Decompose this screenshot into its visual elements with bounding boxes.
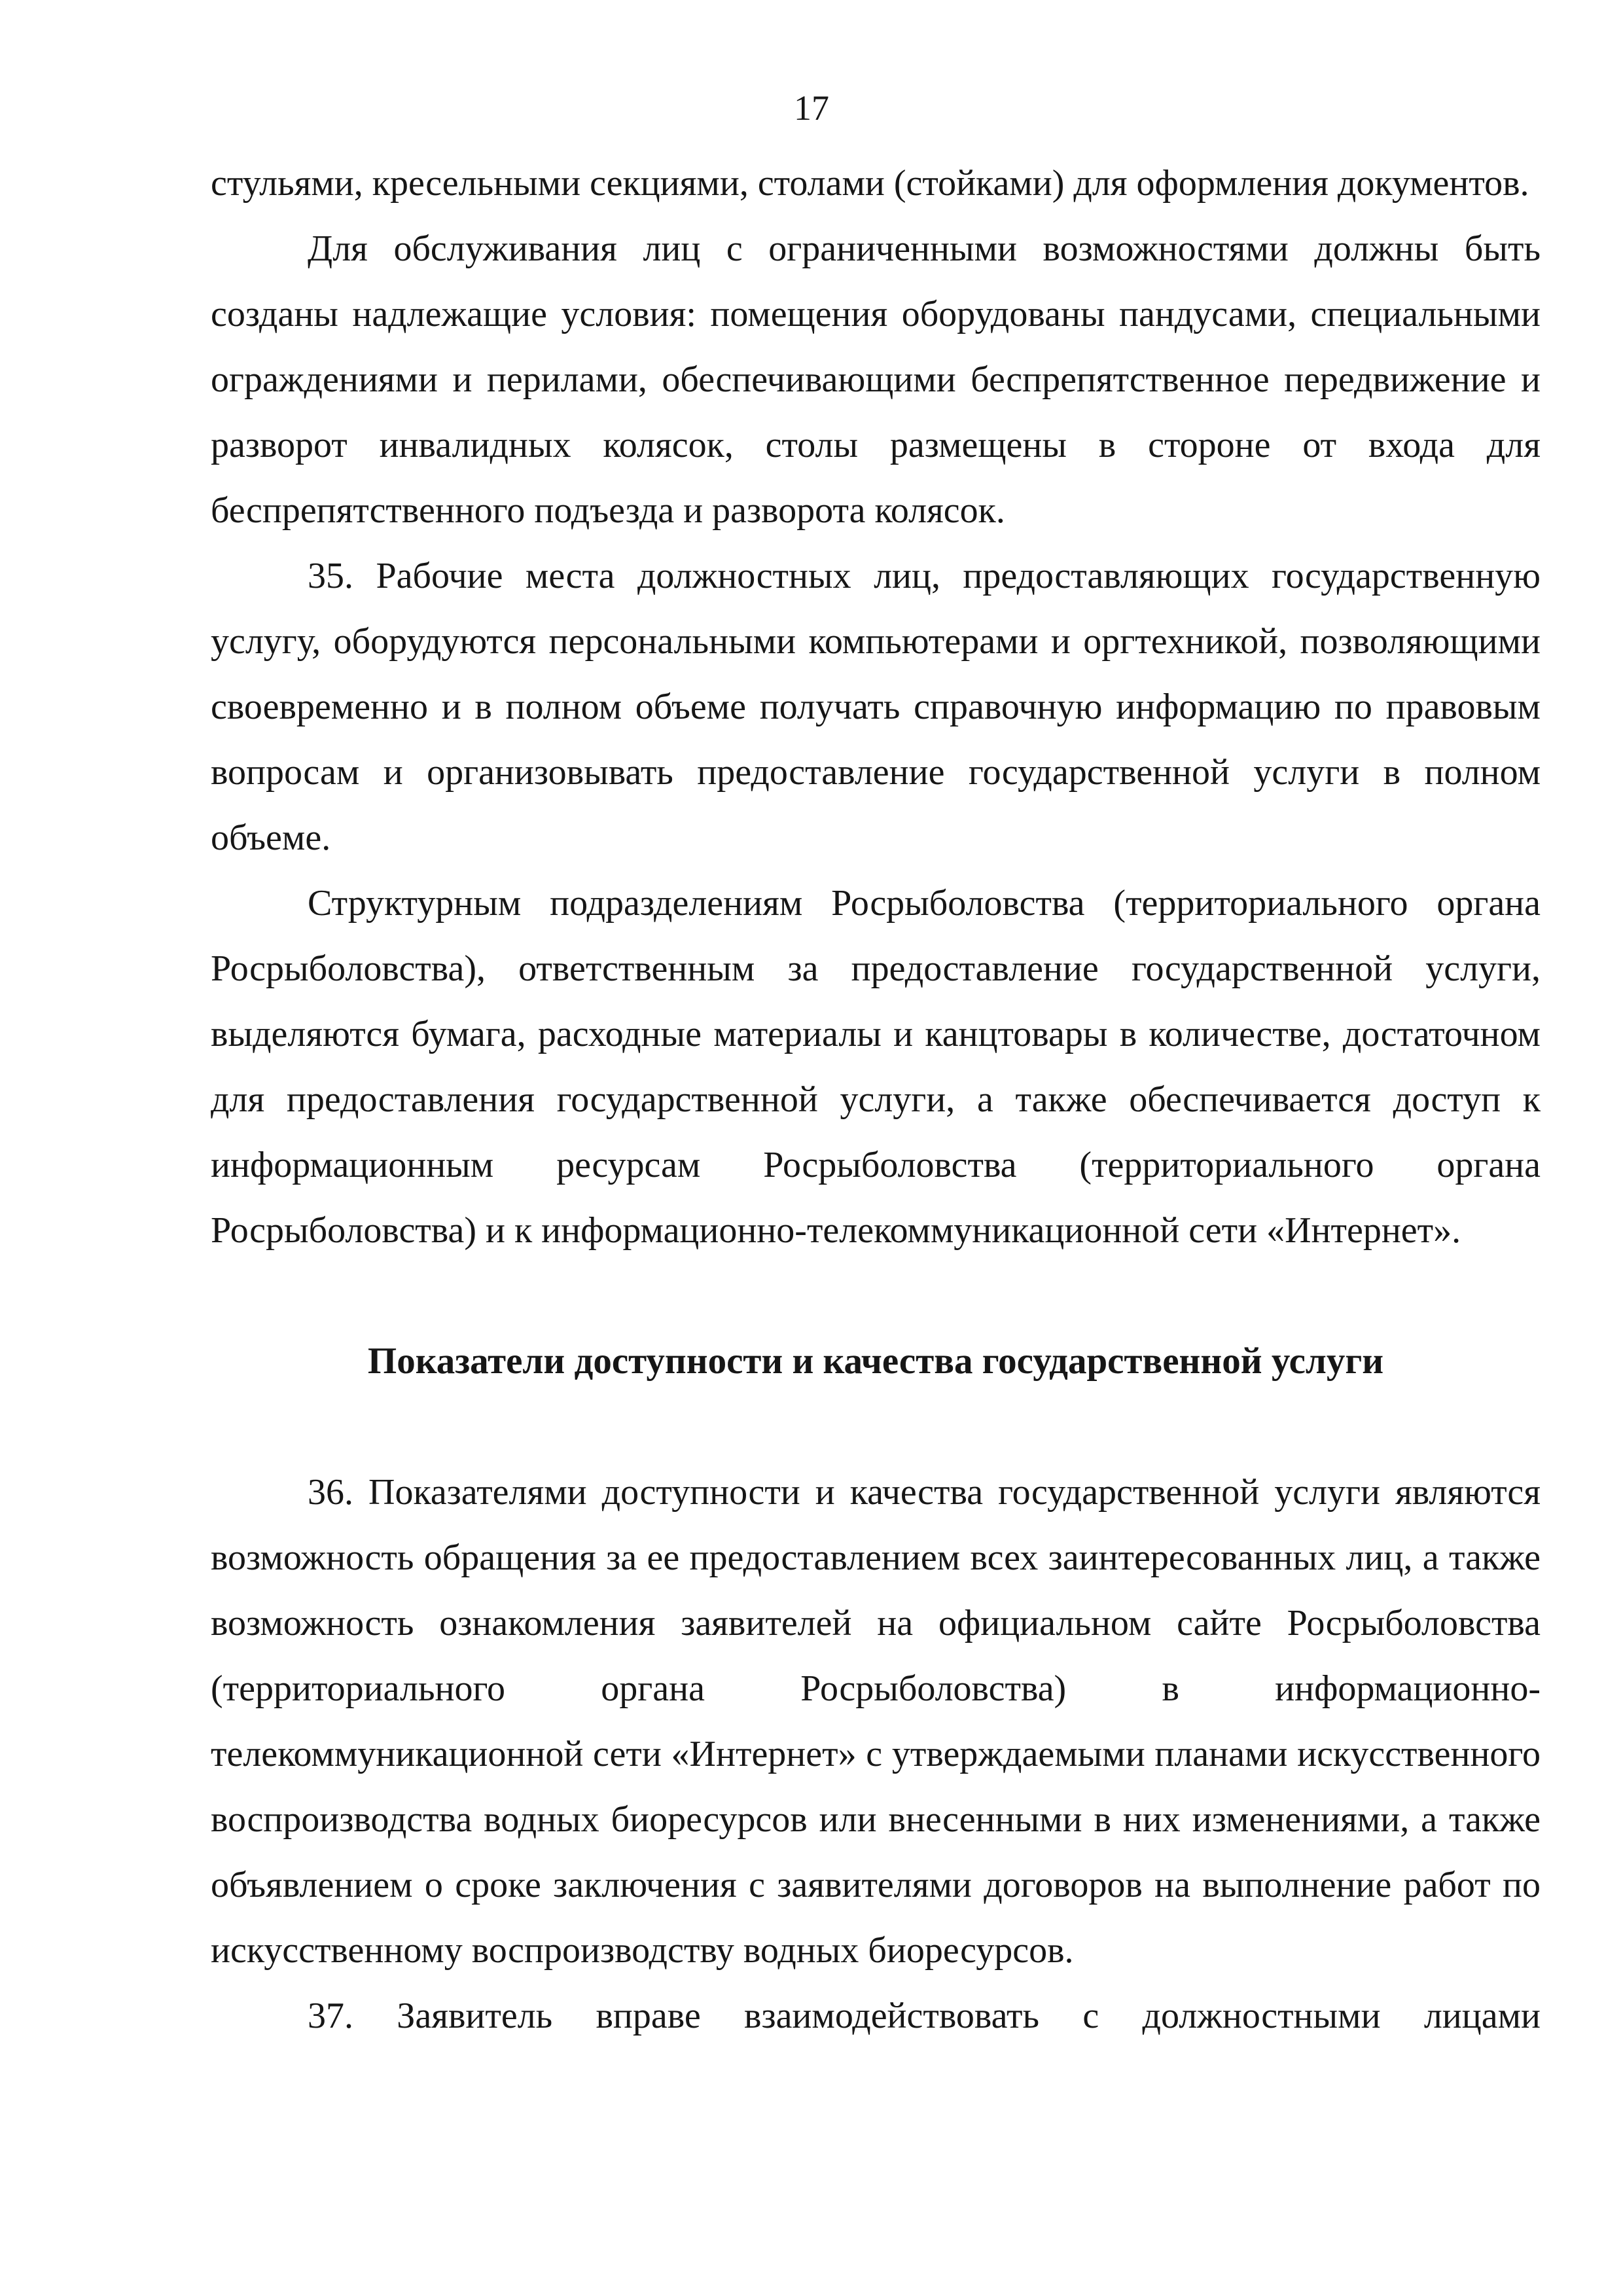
paragraph-continuation: стульями, кресельными секциями, столами (стойками) для оформления документов.: [211, 163, 1529, 204]
document-body: [211, 151, 1541, 2049]
heading-spacer-top: [211, 1263, 1541, 1329]
paragraph-structural-units: Структурным подразделениям Росрыболовства (территориального органа Росрыболовства), ответственным за предоставление государственной услуги, выделяются бумага, расходные материалы и канцтовары в количестве, достаточном для предоставления государственной услуги, а также обеспечивается доступ к информационным ресурсам Росрыболовства (территориального органа Росрыболовства) и к информационно-телекоммуникационной сети «Интернет».: [211, 883, 1541, 1251]
page-number: 17: [794, 88, 829, 128]
heading-spacer-bottom: [211, 1394, 1541, 1460]
section-heading: Показатели доступности и качества государственной услуги: [367, 1340, 1384, 1382]
paragraph-37-start: 37. Заявитель вправе взаимодействовать с должностными лицами: [308, 1996, 1541, 2036]
paragraph-disabled-access: Для обслуживания лиц с ограниченными возможностями должны быть созданы надлежащие условия: помещения оборудованы пандусами, специальными ограждениями и перилами, обеспечивающими беспрепятственное передвижение и разворот инвалидных колясок, столы размещены в стороне от входа для беспрепятственного подъезда и разворота колясок.: [211, 228, 1541, 531]
paragraph-35: 35. Рабочие места должностных лиц, предоставляющих государственную услугу, оборудуются персональными компьютерами и оргтехникой, позволяющими своевременно и в полном объеме получать справочную информацию по правовым вопросам и организовывать предоставление государственной услуги в полном объеме.: [211, 556, 1541, 858]
paragraph-36: 36. Показателями доступности и качества государственной услуги являются возможность обращения за ее предоставлением всех заинтересованных лиц, а также возможность ознакомления заявителей на официальном сайте Росрыболовства (территориального органа Росрыболовства) в информационно-телекоммуникационной сети «Интернет» с утверждаемыми планами искусственного воспроизводства водных биоресурсов или внесенными в них изменениями, а также объявлением о сроке заключения с заявителями договоров на выполнение работ по искусственному воспроизводству водных биоресурсов.: [211, 1472, 1541, 1971]
